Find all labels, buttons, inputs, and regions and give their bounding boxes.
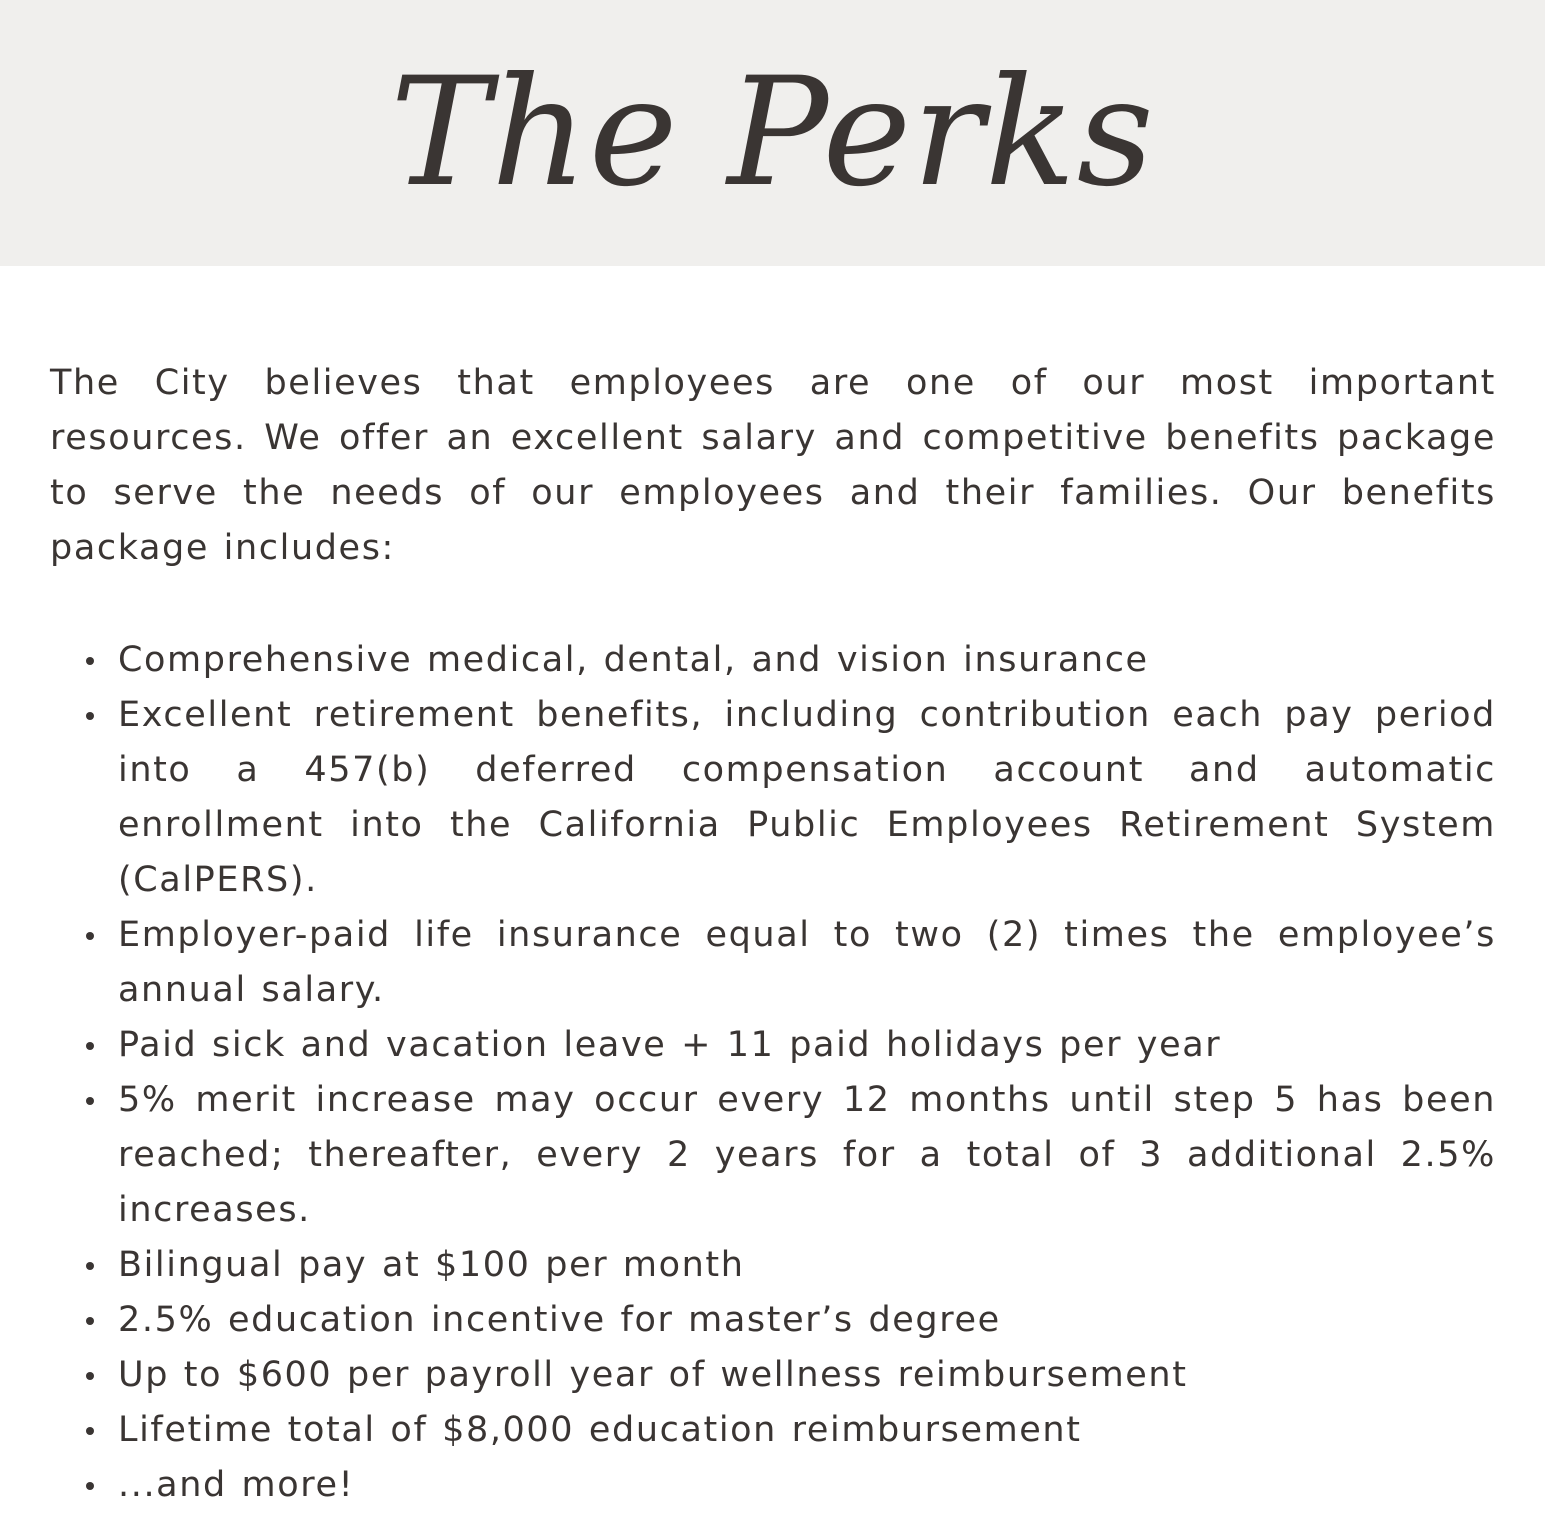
list-item bbox=[50, 1403, 1496, 1458]
bullet-icon bbox=[86, 1097, 94, 1105]
bullet-icon bbox=[86, 1482, 94, 1490]
list-item bbox=[50, 908, 1496, 1018]
bullet-icon bbox=[86, 1317, 94, 1325]
list-item bbox=[50, 633, 1496, 688]
list-item bbox=[50, 1293, 1496, 1348]
bullet-icon bbox=[86, 1372, 94, 1380]
main-content bbox=[50, 356, 1496, 1513]
benefit-text: Paid sick and vacation leave + 11 paid holidays per year bbox=[118, 1025, 1222, 1065]
list-item bbox=[50, 1458, 1496, 1513]
bullet-icon bbox=[86, 932, 94, 940]
bullet-icon bbox=[86, 1427, 94, 1435]
benefit-text: Excellent retirement benefits, including contribution each pay period into a 457(b) deferred compensation account and automatic enrollment into the California Public Employees Retirement System (CalPERS). bbox=[118, 695, 1496, 900]
intro-paragraph: The City believes that employees are one of our most important resources. We offer an excellent salary and competitive benefits package to serve the needs of our employees and their families. Our benefits package includes: bbox=[50, 363, 1496, 568]
list-item bbox=[50, 688, 1496, 908]
benefit-text: 5% merit increase may occur every 12 months until step 5 has been reached; thereafter, every 2 years for a total of 3 additional 2.5% increases. bbox=[118, 1080, 1496, 1230]
page-title: The Perks bbox=[390, 46, 1155, 220]
bullet-icon bbox=[86, 1042, 94, 1050]
bullet-icon bbox=[86, 657, 94, 665]
benefits-list bbox=[50, 633, 1496, 1513]
benefit-text: Lifetime total of $8,000 education reimbursement bbox=[118, 1410, 1082, 1450]
benefit-text: Comprehensive medical, dental, and vision insurance bbox=[118, 640, 1149, 680]
benefit-text: ...and more! bbox=[118, 1465, 355, 1505]
benefit-text: Bilingual pay at $100 per month bbox=[118, 1245, 745, 1285]
benefit-text: Employer-paid life insurance equal to two (2) times the employee’s annual salary. bbox=[118, 915, 1496, 1010]
list-item bbox=[50, 1018, 1496, 1073]
bullet-icon bbox=[86, 1262, 94, 1270]
list-item bbox=[50, 1348, 1496, 1403]
list-item bbox=[50, 1238, 1496, 1293]
bullet-icon bbox=[86, 712, 94, 720]
list-item bbox=[50, 1073, 1496, 1238]
benefit-text: Up to $600 per payroll year of wellness reimbursement bbox=[118, 1355, 1188, 1395]
benefit-text: 2.5% education incentive for master’s degree bbox=[118, 1300, 1001, 1340]
